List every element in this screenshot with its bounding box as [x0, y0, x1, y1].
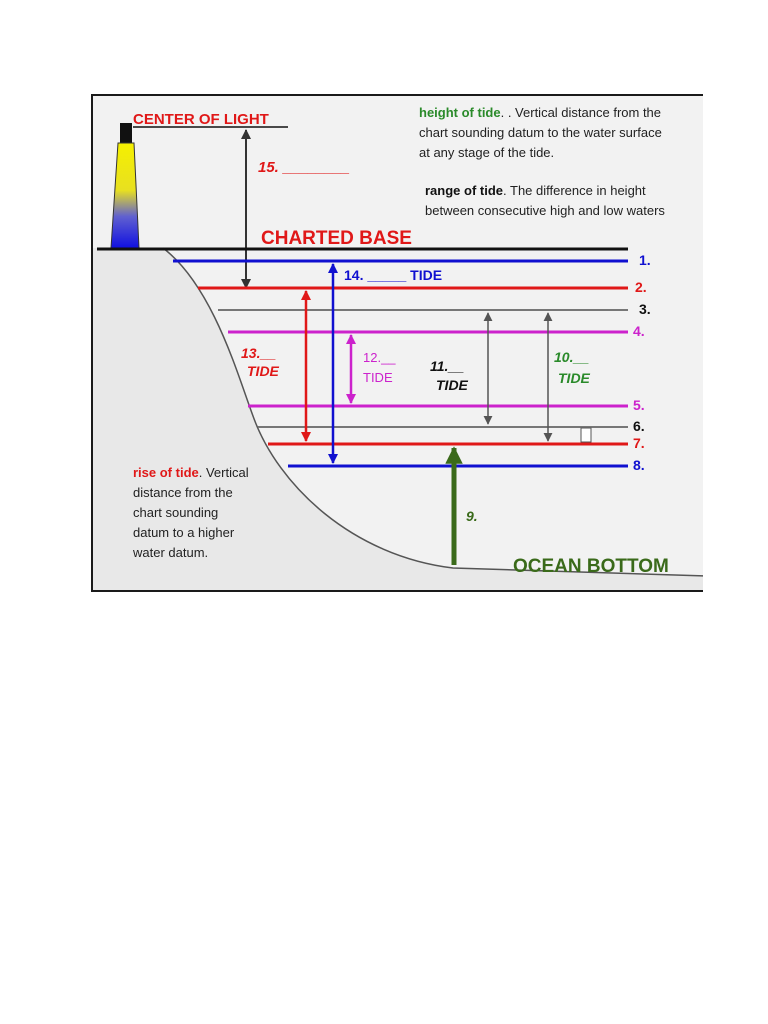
tide-diagram — [91, 94, 703, 592]
term-height-of-tide: height of tide — [419, 105, 501, 120]
level-number-8: 8. — [633, 457, 645, 473]
seafloor-land — [93, 248, 703, 592]
level-number-5: 5. — [633, 397, 645, 413]
def-rise-line-3: chart sounding — [133, 505, 219, 520]
label-14: 14. _____ TIDE — [344, 267, 443, 283]
label-15: 15. ________ — [258, 159, 350, 176]
level-number-1: 1. — [639, 252, 651, 268]
small-box-marker — [581, 428, 591, 442]
def-range-of-tide — [425, 183, 646, 198]
def-height-line-1: . . Vertical distance from the — [500, 105, 662, 120]
def-rise-line-2: distance from the — [133, 485, 233, 500]
term-range-of-tide: range of tide — [425, 183, 504, 198]
label-12-tide: TIDE — [363, 370, 393, 385]
label-13-number: 13.__ — [241, 345, 277, 361]
term-rise-of-tide: rise of tide — [133, 465, 199, 480]
def-height-line-2: chart sounding datum to the water surface — [419, 125, 662, 140]
label-10-number: 10.__ — [554, 349, 590, 365]
def-height-line-3: at any stage of the tide. — [419, 145, 555, 160]
level-number-4: 4. — [633, 323, 645, 339]
level-number-7: 7. — [633, 435, 645, 451]
label-13-tide: TIDE — [247, 363, 279, 379]
level-number-2: 2. — [635, 279, 647, 295]
ocean-bottom-label: OCEAN BOTTOM — [513, 556, 669, 577]
def-height-of-tide — [419, 105, 661, 120]
def-rise-line-4: datum to a higher — [133, 525, 235, 540]
def-rise-of-tide — [133, 465, 249, 480]
charted-base-label: CHARTED BASE — [261, 228, 412, 249]
lighthouse-tower — [111, 143, 139, 248]
level-number-6: 6. — [633, 418, 645, 434]
def-range-line-1: . The difference in height — [503, 183, 646, 198]
label-12-number: 12.__ — [363, 350, 396, 365]
label-11-number: 11.__ — [430, 358, 464, 374]
center-of-light-label: CENTER OF LIGHT — [133, 111, 269, 128]
level-number-3: 3. — [639, 301, 651, 317]
def-rise-line-5: water datum. — [133, 545, 209, 560]
lighthouse-lamp — [120, 123, 132, 143]
def-rise-line-1: . Vertical — [198, 465, 249, 480]
label-11-tide: TIDE — [436, 377, 468, 393]
tide-diagram-svg — [93, 96, 703, 592]
label-9: 9. — [466, 508, 478, 524]
def-range-line-2: between consecutive high and low waters — [425, 203, 665, 218]
label-10-tide: TIDE — [558, 370, 590, 386]
